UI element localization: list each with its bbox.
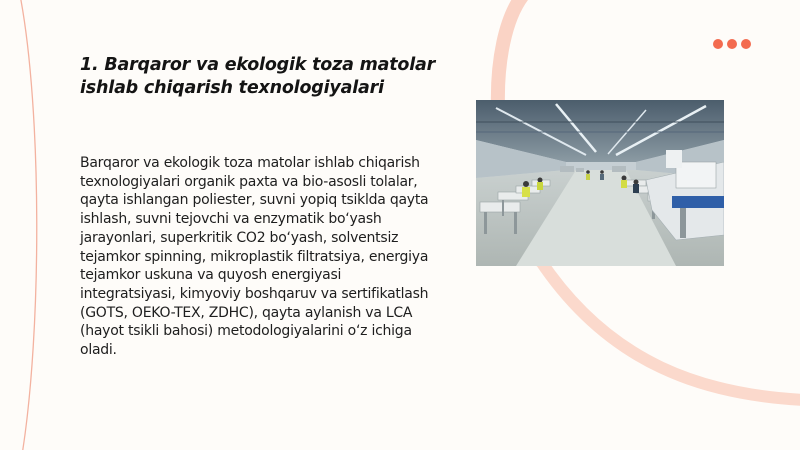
slide-body-text: Barqaror va ekologik toza matolar ishlab chiqarish texnologiyalari organik paxta va bio-asosli tolalar, qayta ishlangan poliester, suvni yopiq tsiklda qayta ishlash, suvni tejovchi va enzymatik bo‘yash jarayonlari, superkritik CO2 bo‘yash, solventsiz tejamkor spinning, mikroplastik filtratsiya, energiya tejamkor uskuna va quyosh energiyasi integratsiyasi, kimyoviy boshqaruv va sertifikatlash (GOTS, OEKO-TEX, ZDHC), qayta aylanish va LCA (hayot tsikli bahosi) metodologiyalarini o‘z ichiga oladi. — [80, 155, 429, 359]
textile-factory-photo — [476, 100, 724, 266]
three-dots-icon — [713, 39, 723, 49]
menu-dots[interactable] — [713, 39, 751, 50]
three-dots-icon — [727, 39, 737, 49]
three-dots-icon — [741, 39, 751, 49]
slide-title: 1. Barqaror va ekologik toza matolar ishlab chiqarish texnologiyalari — [80, 55, 436, 98]
